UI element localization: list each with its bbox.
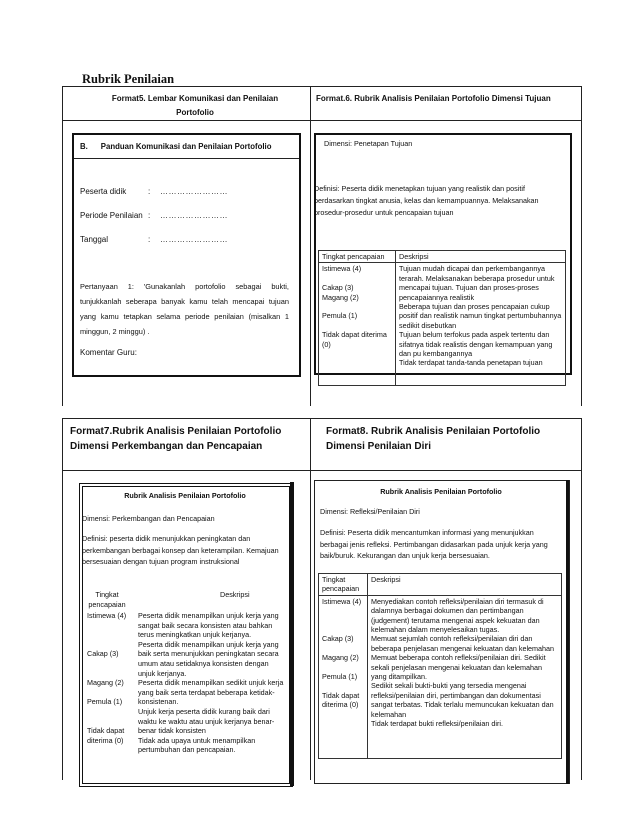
format8-heading: Format8. Rubrik Analisis Penilaian Portofolio Dimensi Penilaian Diri xyxy=(326,426,541,452)
format8-dimensi: Dimensi: Refleksi/Penilaian Diri xyxy=(320,507,420,516)
format6-dimensi: Dimensi: Penetapan Tujuan xyxy=(324,139,413,148)
format7-dimensi: Dimensi: Perkembangan dan Pencapaian xyxy=(82,514,215,523)
col-deskripsi: Deskripsi xyxy=(396,251,566,263)
levels-cell: Istimewa (4) Cakap (3) Magang (2) Pemula (1) Tidak dapat diterima (0) xyxy=(319,263,396,386)
field-sep-peserta: : xyxy=(148,187,151,196)
field-value-tanggal: …………………… xyxy=(160,235,228,244)
format7-col-tingkat: Tingkat pencapaian xyxy=(88,590,126,609)
descriptions-cell: Menyediakan contoh refleksi/penilaian diri termasuk di dalamnya berbagai dokumen dan pertimbangan (judgement) terutama mengenai aspek kekuatan dan kelemahan dalam menyelesaikan tugas. Memuat sejumlah contoh refleksi/penilaian diri dan beberapa penjelasan mengenai kekuatan dan kelemahan Memuat beberapa contoh refleksi/penilaian diri. Sedikit sekali penjelasan mengenai kekuatan dan kelemahan yang ditampilkan. Sedikit sekali bukti-bukti yang tersedia mengenai refleksi/penilaian diri, pertimbangan dan dokumentasi sangat terbatas. Tidak terlalu memuncukan kekuatan dan kelemahan Tidak terdapat bukti refleksi/penilaian diri. xyxy=(368,595,562,758)
field-label-tanggal: Tanggal xyxy=(80,235,109,244)
format7-descriptions: Peserta didik menampilkan unjuk kerja yang sangat baik secara konsisten atau bahkan terus meningkatkan unjuk kerjanya. Peserta didik menampilkan unjuk kerja yang baik serta menunjukkan peningkatan secara umum atau setidaknya konsisten dengan unjuk kerjanya. Peserta didik menampilkan sedikit unjuk kerja yang baik serta terdapat beberapa ketidak-konsistenan. Unjuk kerja peserta didik kurang baik dari waktu ke waktu atau unjuk kerjanya benar-benar tidak konsisten Tidak ada upaya untuk menampilkan pertumbuhan dan pencapaian. xyxy=(138,611,284,755)
top-table-header-rule xyxy=(62,120,582,121)
field-value-periode: …………………… xyxy=(160,211,228,220)
table-row xyxy=(319,574,562,596)
format5-panel-title: B. Panduan Komunikasi dan Penilaian Portofolio xyxy=(80,142,272,151)
top-table-left-border xyxy=(62,86,63,406)
col-tingkat: Tingkat pencapaian xyxy=(319,251,396,263)
top-table-top-border xyxy=(62,86,582,87)
field-label-periode: Periode Penilaian xyxy=(80,211,143,220)
top-table-divider xyxy=(310,86,311,406)
table-row xyxy=(319,263,566,386)
format8-definisi: Definisi: Peserta didik mencantumkan informasi yang menunjukkan berbagai jenis refleksi. Pertimbangan didasarkan pada unjuk kerja yang baik/buruk. Kekurangan dan unjuk kerja bersesuaian. xyxy=(320,528,548,560)
top-table-right-border xyxy=(581,86,582,406)
format5-panel-title-rule xyxy=(74,158,299,159)
page-title: Rubrik Penilaian xyxy=(82,72,175,86)
bottom-table-divider xyxy=(310,418,311,780)
table-row xyxy=(319,595,562,758)
table-row xyxy=(319,251,566,263)
col-deskripsi: Deskripsi xyxy=(368,574,562,596)
levels-cell: Istimewa (4) Cakap (3) Magang (2) Pemula (1) Tidak dapat diterima (0) xyxy=(319,595,368,758)
format6-heading: Format.6. Rubrik Analisis Penilaian Portofolio Dimensi Tujuan xyxy=(316,94,551,103)
format5-panel xyxy=(72,133,301,377)
format7-levels: Istimewa (4) Cakap (3) Magang (2) Pemula (1) Tidak dapat diterima (0) xyxy=(87,611,127,745)
field-value-peserta: …………………… xyxy=(160,187,228,196)
field-sep-periode: : xyxy=(148,211,151,220)
format8-panel-side xyxy=(566,480,569,784)
field-label-peserta: Peserta didik xyxy=(80,187,127,196)
format6-definisi: Definisi: Peserta didik menetapkan tujuan yang realistik dan positif berdasarkan tingkat anusia, kelas dan kemampuannya. Melaksanakan prosedur-prosedur untuk pencapaian tujuan xyxy=(314,184,539,217)
bottom-table-top-border xyxy=(62,418,582,419)
bottom-table-right-border xyxy=(581,418,582,780)
descriptions-cell: Tujuan mudah dicapai dan perkembangannya terarah. Melaksanakan beberapa prosedur untuk mencapai tujuan. Tujuan dan proses-proses pencapaiannya realistik Beberapa tujuan dan proses pencapaian cukup positif dan realistik namun tingkat pertumbuhannya sedikit disebutkan Tujuan belum terfokus pada aspek tertentu dan sifatnya tidak realistis dengan kemampuan yang dan pu kembangannya Tidak terdapat tanda-tanda penetapan tujuan xyxy=(396,263,566,386)
format7-heading: Format7.Rubrik Analisis Penilaian Portofolio Dimensi Perkembangan dan Pencapaian xyxy=(70,426,282,452)
field-sep-tanggal: : xyxy=(148,235,151,244)
format7-panel-side xyxy=(290,482,294,786)
col-tingkat: Tingkat pencapaian xyxy=(319,574,368,596)
format6-rubric-table xyxy=(318,250,566,386)
format7-panel-title: Rubrik Analisis Penilaian Portofolio xyxy=(124,491,246,500)
bottom-table-header-rule xyxy=(62,470,582,471)
format8-panel-title: Rubrik Analisis Penilaian Portofolio xyxy=(380,487,502,496)
format7-definisi: Definisi: peserta didik menunjukkan peningkatan dan perkembangan berbagai konsep dan keterampilan. Kemajuan bersesuaian dengan tujuan program instruksional xyxy=(82,534,279,566)
format5-heading: Format5. Lembar Komunikasi dan Penilaian Portofolio xyxy=(111,94,279,117)
format5-comment: Komentar Guru: xyxy=(80,348,137,357)
format7-col-deskripsi: Deskripsi xyxy=(220,590,250,599)
bottom-table-left-border xyxy=(62,418,63,780)
format5-question: Pertanyaan 1: 'Gunakanlah portofolio sebagai bukti, tunjukkanlah seberapa banyak kamu telah mencapai tujuan yang kamu tetapkan selama periode penilaian (misalkan 1 minggun, 2 minggu) . xyxy=(80,282,289,336)
format8-rubric-table xyxy=(318,573,562,759)
